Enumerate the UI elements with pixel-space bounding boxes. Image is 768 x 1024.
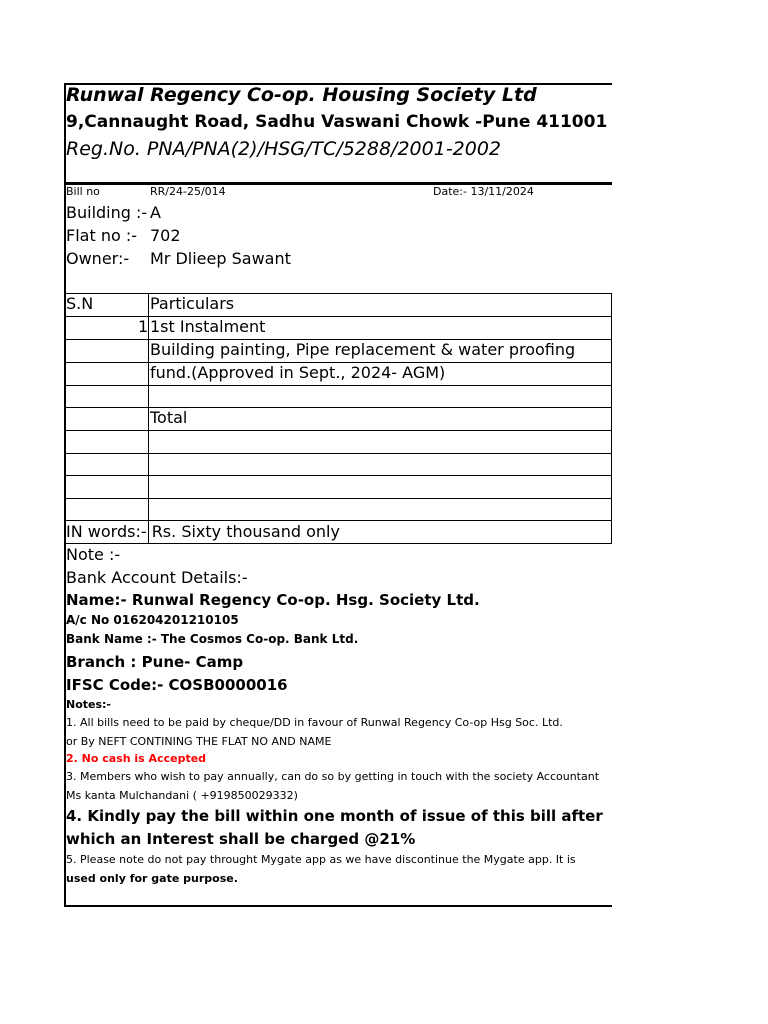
flat-value: 702 <box>150 226 181 245</box>
table-line <box>64 293 612 294</box>
account-name: Name:- Runwal Regency Co-op. Hsg. Society Ltd. <box>66 591 480 609</box>
table-line <box>64 498 612 499</box>
row1-sn: 1 <box>138 317 149 336</box>
note-1: 1. All bills need to be paid by cheque/DD in favour of Runwal Regency Co-op Hsg Soc. Ltd. <box>66 716 563 729</box>
bottom-border <box>64 905 612 907</box>
table-line <box>64 453 612 454</box>
table-line <box>64 475 612 476</box>
bill-no-value: RR/24-25/014 <box>150 185 226 198</box>
table-right-border <box>611 293 612 543</box>
row2-particular-line2: fund.(Approved in Sept., 2024- AGM) <box>150 363 446 382</box>
note-5-line1: 5. Please note do not pay throught Mygate app as we have discontinue the Mygate app. It is <box>66 853 576 866</box>
note-3-contact: Ms kanta Mulchandani ( +919850029332) <box>66 789 298 802</box>
total-label: Total <box>150 408 188 427</box>
note-4-line2: which an Interest shall be charged @21% <box>66 830 416 848</box>
table-line <box>64 430 612 431</box>
owner-label: Owner:- <box>66 249 130 268</box>
notes-title: Notes:- <box>66 698 111 711</box>
note-2-no-cash: 2. No cash is Accepted <box>66 752 207 765</box>
ifsc-code: IFSC Code:- COSB0000016 <box>66 676 288 694</box>
note-4-line1: 4. Kindly pay the bill within one month of issue of this bill after <box>66 807 603 825</box>
table-line <box>64 520 612 521</box>
building-value: A <box>150 203 161 222</box>
table-line <box>64 407 612 408</box>
bill-date: Date:- 13/11/2024 <box>433 185 534 198</box>
row1-particular: 1st Instalment <box>150 317 266 336</box>
bank-details-label: Bank Account Details:- <box>66 568 248 587</box>
header-particulars: Particulars <box>150 294 235 313</box>
note-5-line2: used only for gate purpose. <box>66 872 238 885</box>
owner-value: Mr Dlieep Sawant <box>150 249 291 268</box>
building-label: Building :- <box>66 203 148 222</box>
bank-branch: Branch : Pune- Camp <box>66 653 244 671</box>
bill-no-label: Bill no <box>66 185 100 198</box>
table-line <box>64 385 612 386</box>
society-name: Runwal Regency Co-op. Housing Society Ltd <box>66 84 537 106</box>
bank-name: Bank Name :- The Cosmos Co-op. Bank Ltd. <box>66 632 359 646</box>
header-sn: S.N <box>66 294 94 313</box>
note-1-continued: or By NEFT CONTINING THE FLAT NO AND NAME <box>66 735 332 748</box>
note-label: Note :- <box>66 545 121 564</box>
table-line <box>64 543 612 544</box>
society-address: 9,Cannaught Road, Sadhu Vaswani Chowk -Pune 411001 <box>66 112 608 132</box>
note-3-clip <box>66 770 612 783</box>
row2-particular-line1: Building painting, Pipe replacement & water proofing <box>150 340 576 359</box>
note-3: 3. Members who wish to pay annually, can do so by getting in touch with the society Accountant <box>66 770 600 783</box>
account-number: A/c No 016204201210105 <box>66 613 239 627</box>
amount-in-words: IN words:- Rs. Sixty thousand only <box>66 522 340 541</box>
registration-number: Reg.No. PNA/PNA(2)/HSG/TC/5288/2001-2002 <box>66 138 502 160</box>
flat-label: Flat no :- <box>66 226 137 245</box>
